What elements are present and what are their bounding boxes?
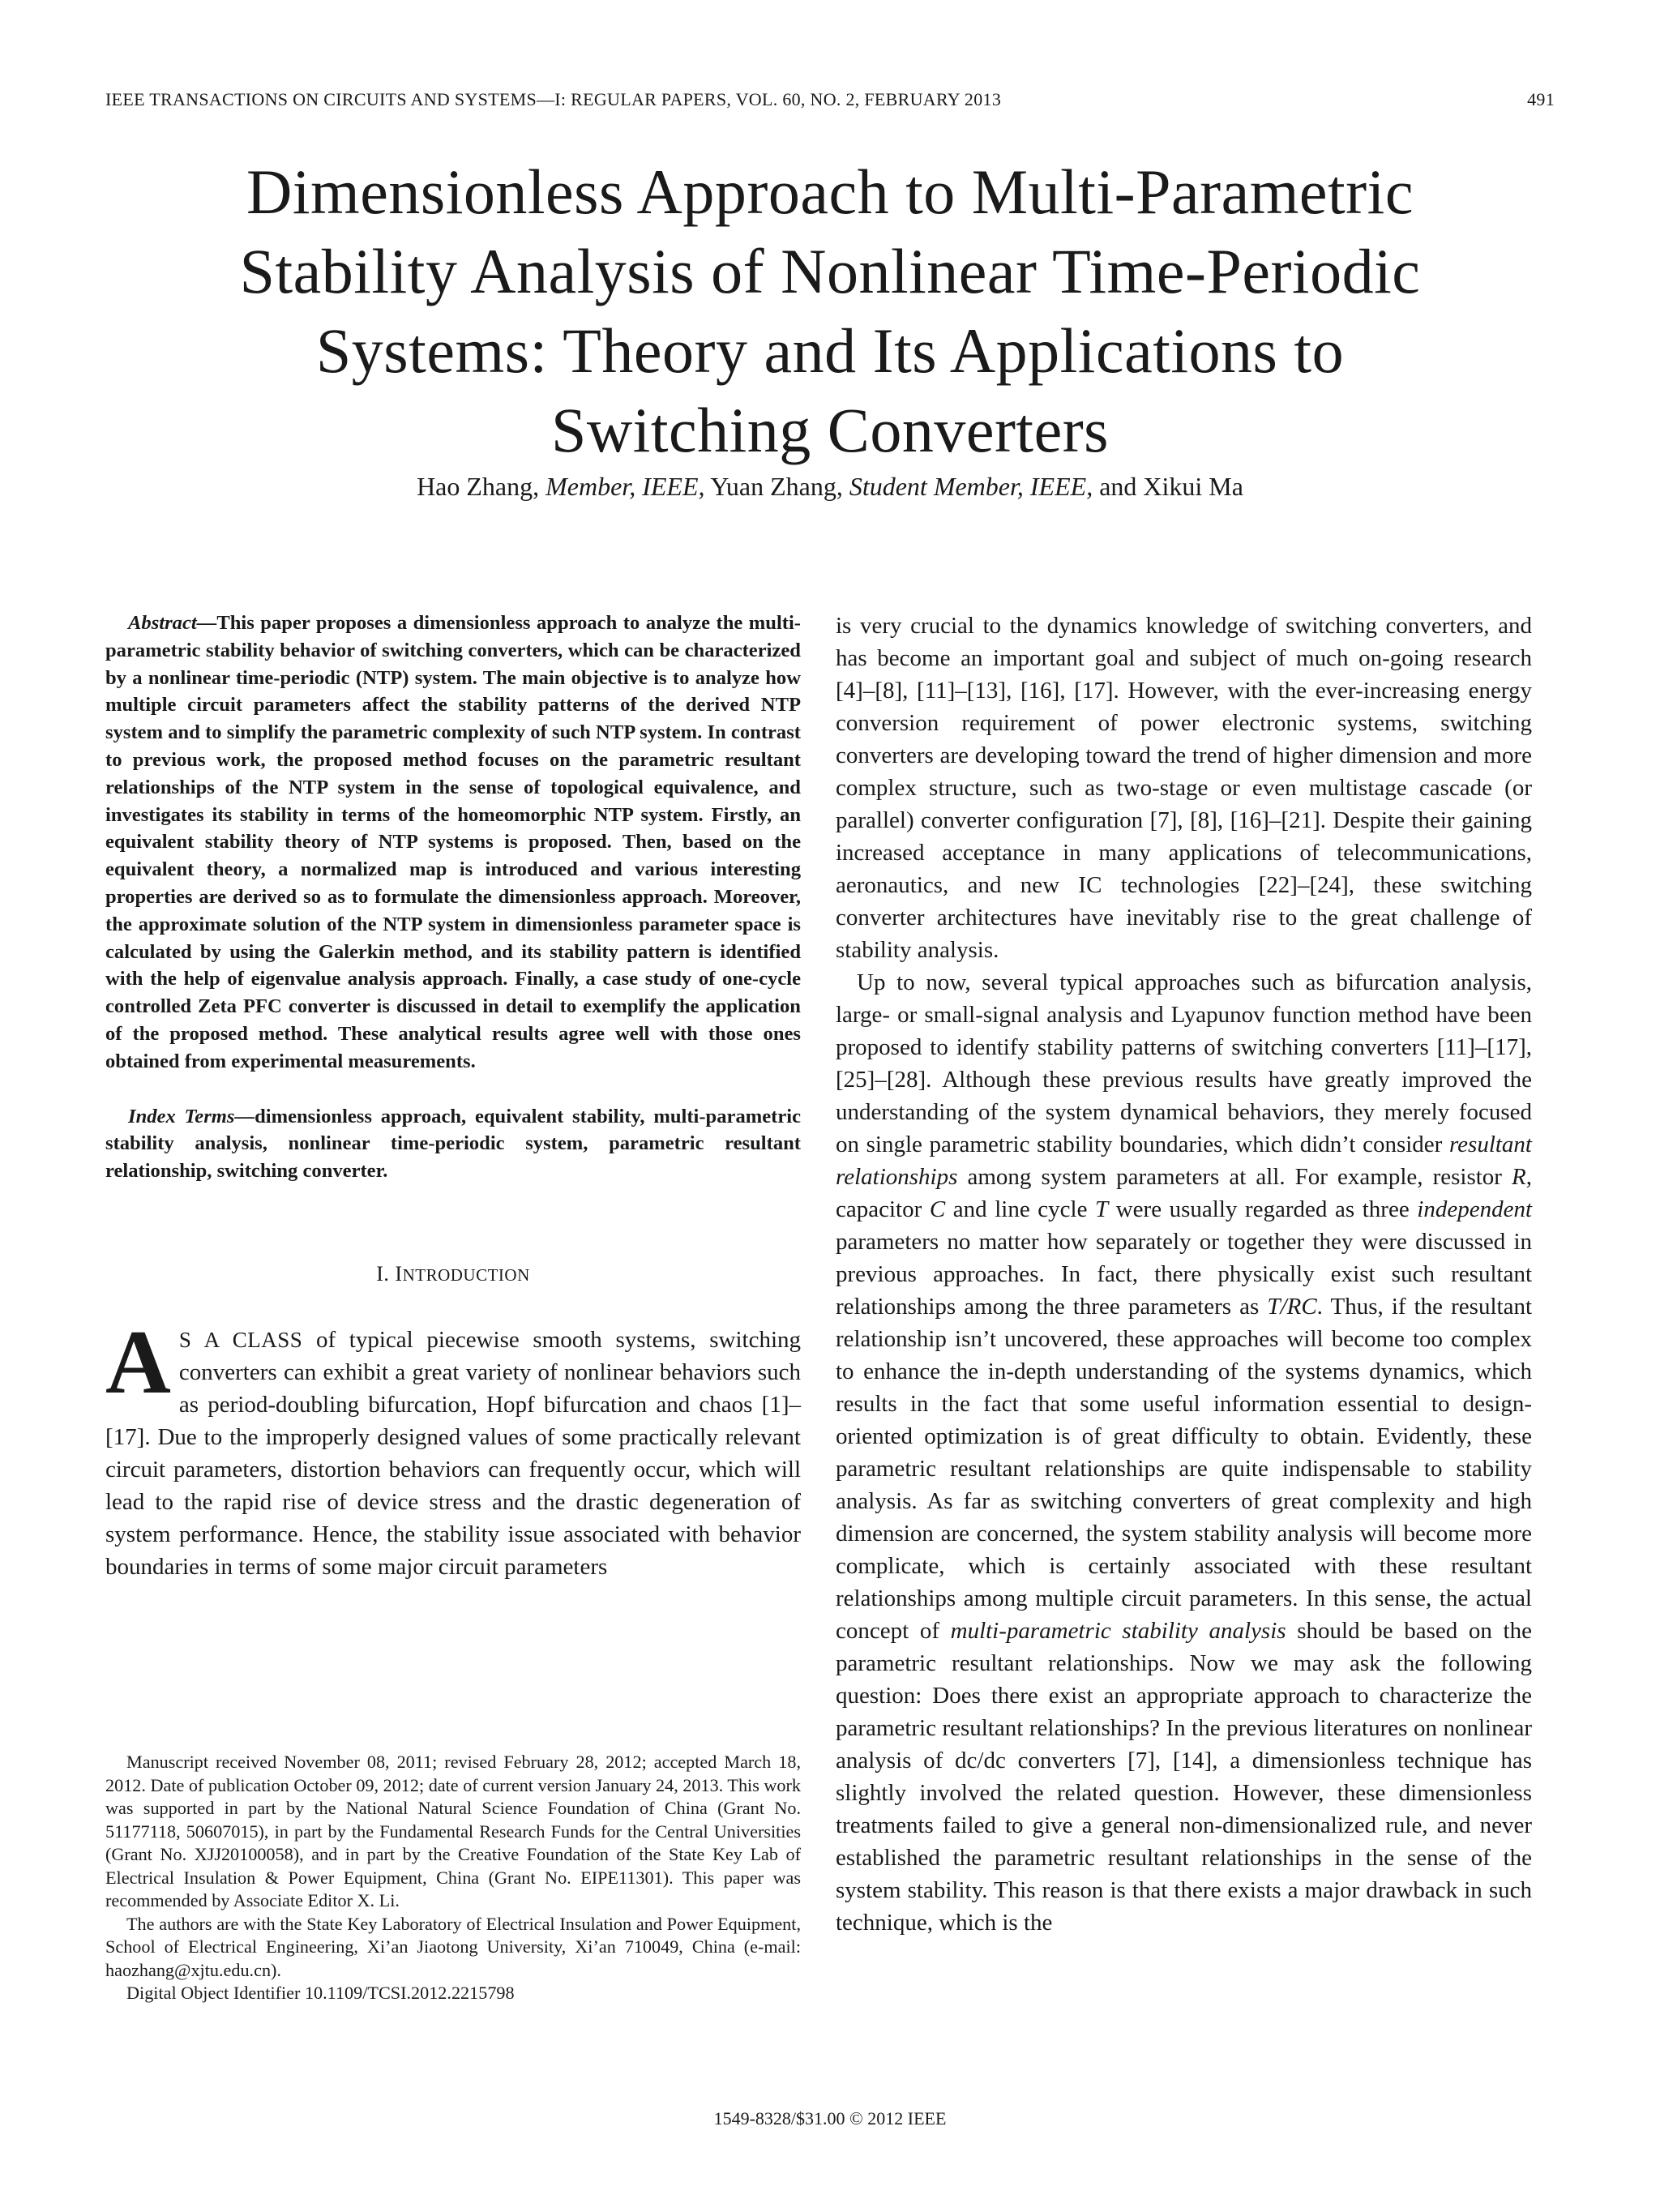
author-name: Xikui Ma: [1143, 472, 1243, 501]
author-line: [105, 472, 1555, 502]
title-line: Dimensionless Approach to Multi-Parametric: [246, 156, 1414, 227]
first-page-footnote: [105, 1751, 801, 2005]
running-header: [105, 89, 1555, 122]
intro-text: of typical piecewise smooth systems, switching converters can exhibit a great variety of nonlinear behaviors such as period-doubling bifurcation, Hopf bifurcation and chaos [1]–[17]. Due to the improperly designed values of some practically relevant circuit parameters, distortion behaviors can frequently occur, which will lead to the rapid rise of device stress and the drastic degeneration of system performance. Hence, the stability issue associated with behavior boundaries in terms of some major circuit parameters: [105, 1326, 801, 1580]
copyright-footer: 1549-8328/$31.00 © 2012 IEEE: [713, 2108, 947, 2129]
abstract-text: This paper proposes a dimensionless approach to analyze the multi-parametric stability behavior of switching converters, which can be characterized by a nonlinear time-periodic (NTP) system. The main objective is to analyze how multiple circuit parameters affect the stability patterns of the derived NTP system and to simplify the parametric complexity of such NTP system. In contrast to previous work, the proposed method focuses on the parametric resultant relationships of the NTP system in the sense of topological equivalence, and investigates its stability in terms of the homeomorphic NTP system. Firstly, an equivalent stability theory of NTP systems is proposed. Then, based on the equivalent theory, a normalized map is introduced and various interesting properties are derived so as to formulate the dimensionless approach. Moreover, the approximate solution of the NTP system in dimensionless parameter space is calculated by using the Galerkin method, and its stability pattern is identified with the help of eigenvalue analysis approach. Finally, a case study of one-cycle controlled Zeta PFC converter is discussed in detail to exemplify the application of the proposed method. These analytical results agree well with those ones obtained from experimental measurements.: [105, 612, 801, 1072]
journal-name: IEEE TRANSACTIONS ON CIRCUITS AND SYSTEMS—I: REGULAR PAPERS, VOL. 60, NO. 2, FEBRUARY 2013: [105, 89, 1002, 109]
right-column: [836, 610, 1532, 1939]
footnote-affiliation: The authors are with the State Key Laboratory of Electrical Insulation and Power Equipment, School of Electrical Engineering, Xi’an Jiaotong University, Xi’an 710049, China (e-mail: haozhang@xjtu.edu.cn).: [105, 1913, 801, 1980]
drop-cap: A: [105, 1311, 171, 1413]
title-line: Systems: Theory and Its Applications to: [315, 315, 1345, 386]
abstract-label: Abstract—: [128, 612, 217, 634]
index-terms-text: dimensionless approach, equivalent stability, multi-parametric stability analysis, nonlinear time-periodic system, parametric resultant relationship, switching converter.: [105, 1105, 802, 1183]
author-conjunction: and: [1099, 472, 1137, 501]
page-number: 491: [1527, 89, 1555, 109]
abstract: [105, 610, 801, 1076]
introduction-paragraph: [105, 1311, 801, 1583]
title-line: Stability Analysis of Nonlinear Time-Periodic: [239, 236, 1421, 306]
author-affiliation: Student Member, IEEE,: [849, 472, 1093, 501]
footnote-doi: Digital Object Identifier 10.1109/TCSI.2012.2215798: [126, 1983, 515, 2003]
body-paragraph: is very crucial to the dynamics knowledge of switching converters, and has become an important goal and subject of much on-going research [4]–[8], [11]–[13], [16], [17]. However, with the ever-increasing energy conversion requirement of power electronic systems, switching converters are developing toward the trend of higher dimension and more complex structure, such as two-stage or even multistage cascade (or parallel) converter configuration [7], [8], [16]–[21]. Despite their gaining increased acceptance in many applications of telecommunications, aeronautics, and new IC technologies [22]–[24], these switching converter architectures have inevitably rise to the great challenge of stability analysis.: [836, 613, 1532, 963]
index-terms-label: Index Terms—: [128, 1105, 255, 1127]
footnote-manuscript: Manuscript received November 08, 2011; revised February 28, 2012; accepted March 18, 2012. Date of publication October 09, 2012; date of current version January 24, 2013. This work was supported in part by the National Natural Science Foundation of China (Grant No. 51177118, 50607015), in part by the Fundamental Research Funds for the Central Universities (Grant No. XJJ20100058), and in part by the Creative Foundation of the State Key Lab of Electrical Insulation & Power Equipment, China (Grant No. EIPE11301). This paper was recommended by Associate Editor X. Li.: [105, 1752, 801, 1910]
intro-smallcaps: S A CLASS: [178, 1327, 303, 1352]
author-affiliation: Member, IEEE,: [545, 472, 705, 501]
author-name: Hao Zhang,: [417, 472, 540, 501]
author-name: Yuan Zhang,: [710, 472, 843, 501]
section-heading-introduction: I. INTRODUCTION: [376, 1261, 530, 1286]
title-line: Switching Converters: [550, 395, 1110, 465]
left-column: [105, 610, 801, 1583]
body-paragraph: Up to now, several typical approaches such as bifurcation analysis, large- or small-signal analysis and Lyapunov function method have been proposed to identify stability patterns of switching converters [11]–[17], [25]–[28]. Although these previous results have greatly improved the understanding of the system dynamical behaviors, they merely focused on single parametric stability boundaries, which didn’t consider resultant relationships among system parameters at all. For example, resistor R, capacitor C and line cycle T were usually regarded as three independent parameters no matter how separately or together they were discussed in previous approaches. In fact, there physically exist such resultant relationships among the three parameters as T/RC. Thus, if the resultant relationship isn’t uncovered, these approaches will become too complex to enhance the in-depth understanding of the systems dynamics, which results in the fact that some useful information essential to design-oriented optimization is of great difficulty to obtain. Evidently, these parametric resultant relationships are quite indispensable to stability analysis. As far as switching converters of great complexity and high dimension are concerned, the system stability analysis will become more complicate, which is certainly associated with these resultant relationships among multiple circuit parameters. In this sense, the actual concept of multi-parametric stability analysis should be based on the parametric resultant relationships. Now we may ask the following question: Does there exist an appropriate approach to characterize the parametric resultant relationships? In the previous literatures on nonlinear analysis of dc/dc converters [7], [14], a dimensionless technique has slightly involved the related question. However, these dimensionless treatments failed to give a general non-dimensionalized rule, and never established the parametric resultant relationships in the sense of the system stability. This reason is that there exists a major drawback in such technique, which is the: [836, 969, 1533, 1936]
index-terms: [105, 1103, 801, 1185]
paper-title: [105, 152, 1555, 470]
